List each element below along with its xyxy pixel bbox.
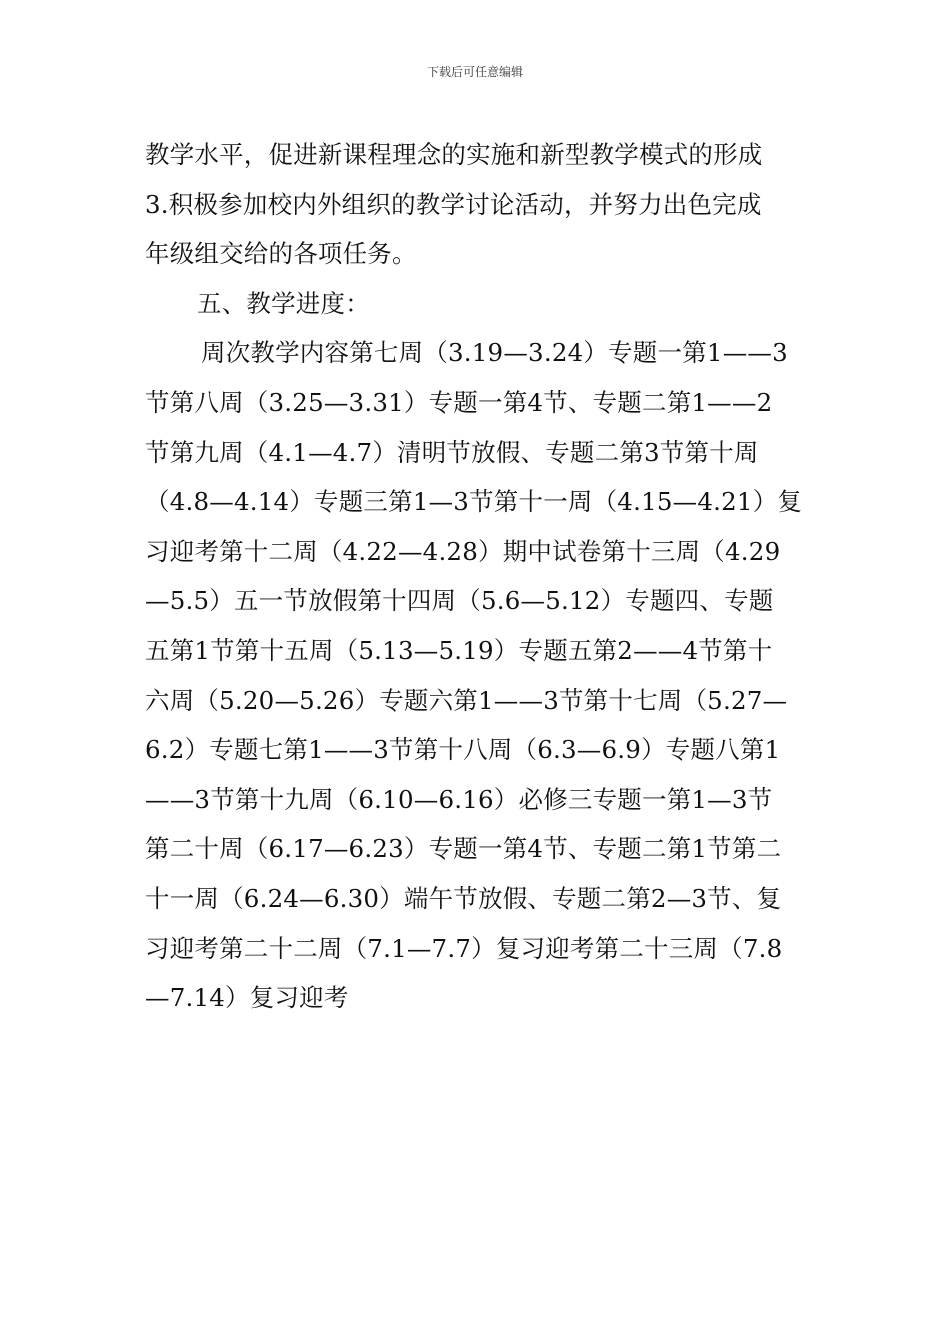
- text-line: 6.2）专题七第1——3节第十八周（6.3—6.9）专题八第1: [145, 735, 781, 765]
- text-line: 周次教学内容第七周（3.19—3.24）专题一第1——3: [201, 338, 788, 368]
- text-line: 节第九周（4.1—4.7）清明节放假、专题二第3节第十周: [145, 437, 759, 467]
- text-line: 习迎考第十二周（4.22—4.28）期中试卷第十三周（4.29: [145, 536, 781, 566]
- text-line: 六周（5.20—5.26）专题六第1——3节第十七周（5.27—: [145, 685, 788, 715]
- section-heading: 五、教学进度：: [197, 288, 370, 318]
- text-line: 第二十周（6.17—6.23）专题一第4节、专题二第1节第二: [145, 834, 782, 864]
- text-line: 教学水平，促进新课程理念的实施和新型教学模式的形成: [145, 140, 763, 169]
- text-line: 3.积极参加校内外组织的教学讨论活动，并努力出色完成: [145, 189, 762, 219]
- text-line: ——3节第十九周（6.10—6.16）必修三专题一第1—3节: [145, 784, 773, 814]
- text-line: —5.5）五一节放假第十四周（5.6—5.12）专题四、专题: [145, 586, 774, 616]
- text-line: 年级组交给的各项任务。: [145, 239, 417, 269]
- text-line: 五第1节第十五周（5.13—5.19）专题五第2——4节第十: [145, 635, 773, 665]
- text-line: 习迎考第二十二周（7.1—7.7）复习迎考第二十三周（7.8: [145, 933, 783, 963]
- text-line: 节第八周（3.25—3.31）专题一第4节、专题二第1——2: [145, 387, 773, 417]
- page-header-note: 下载后可任意编辑: [426, 65, 523, 79]
- text-line: （4.8—4.14）专题三第1—3节第十一周（4.15—4.21）复: [145, 487, 803, 517]
- document-body: [145, 130, 813, 1023]
- text-line: —7.14）复习迎考: [145, 983, 349, 1013]
- text-line: 十一周（6.24—6.30）端午节放假、专题二第2—3节、复: [145, 883, 782, 913]
